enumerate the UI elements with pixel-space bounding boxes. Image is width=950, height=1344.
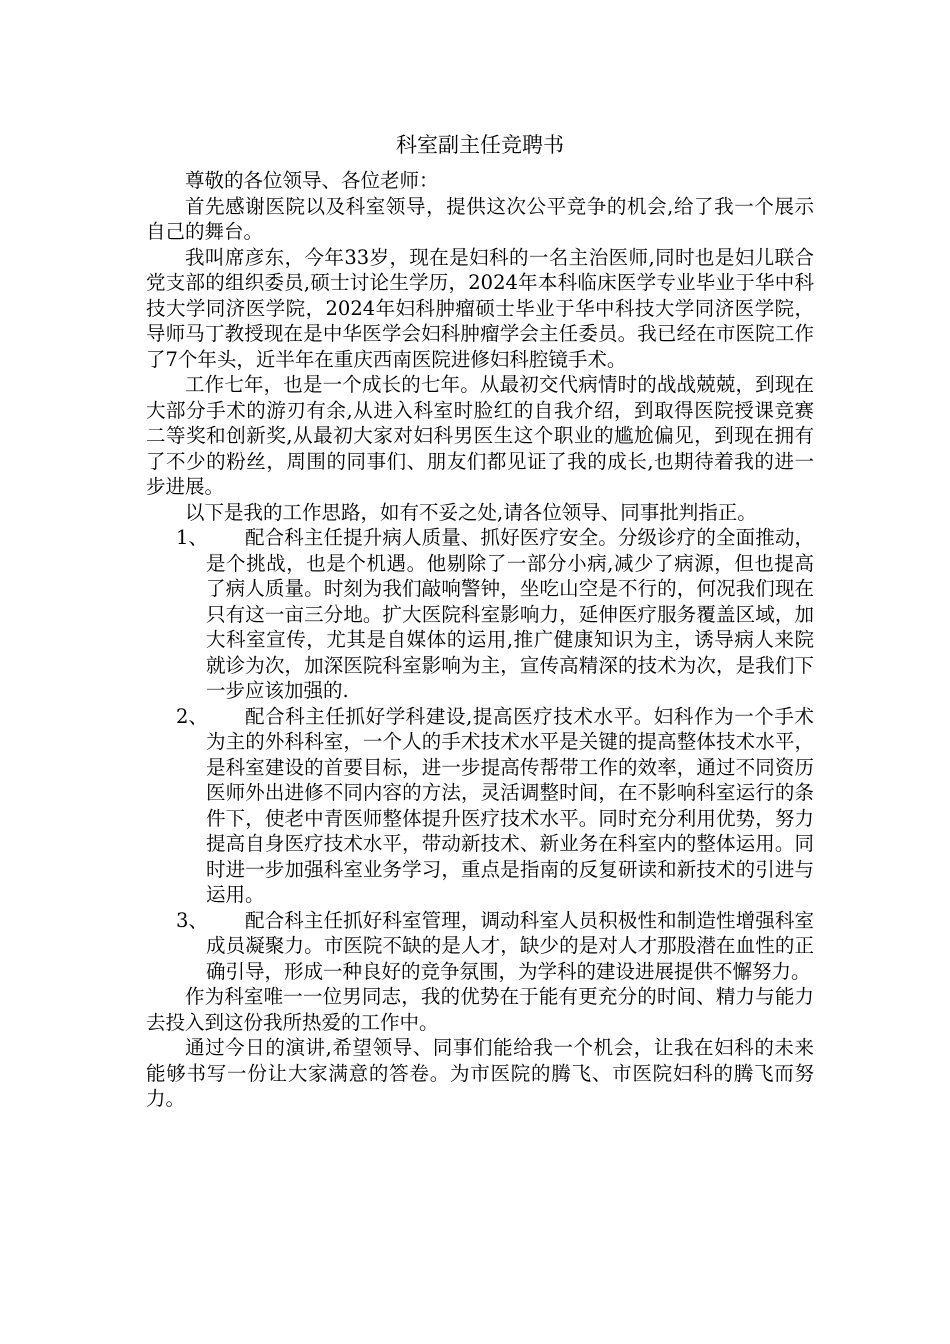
list-item xyxy=(146,908,814,985)
list-item-text: 配合科主任抓好学科建设,提高医疗技术水平。妇科作为一个手术为主的外科科室，一个人的手术技术水平是关键的提高整体技术水平，是科室建设的首要目标，进一步提高传帮带工作的效率，通过不同资历医师外出进修不同内容的方法，灵活调整时间，在不影响科室运行的条件下，使老中青医师整体提升医疗技术水平。同时充分利用优势，努力提高自身医疗技术水平，带动新技术、新业务在科室内的整体运用。同时进一步加强科室业务学习，重点是指南的反复研读和新技术的引进与运用。 xyxy=(206,704,814,906)
paragraph-introduction: 我叫席彦东，今年33岁，现在是妇科的一名主治医师,同时也是妇儿联合党支部的组织委员,硕士讨论生学历，2024年本科临床医学专业毕业于华中科技大学同济医学院，2024年妇科肿瘤硕士毕业于华中科技大学同济医学院，导师马丁教授现在是中华医学会妇科肿瘤学会主任委员。我已经在市医院工作了7个年头，近半年在重庆西南医院进修妇科腔镜手术。 xyxy=(146,245,814,371)
list-item-text: 配合科主任抓好科室管理，调动科室人员积极性和制造性增强科室成员凝聚力。市医院不缺的是人才，缺少的是对人才那股潜在血性的正确引导，形成一种良好的竞争氛围，为学科的建设进展提供不懈努力。 xyxy=(206,908,814,983)
list-item-text: 配合科主任提升病人质量、抓好医疗安全。分级诊疗的全面推动，是个挑战，也是个机遇。他剔除了一部分小病,减少了病源，但也提高了病人质量。时刻为我们敲响警钟，坐吃山空是不行的，何况我们现在只有这一亩三分地。扩大医院科室影响力，延伸医疗服务覆盖区域，加大科室宣传，尤其是自媒体的运用,推广健康知识为主，诱导病人来院就诊为次，加深医院科室影响为主，宣传高精深的技术为次，是我们下一步应该加强的. xyxy=(206,526,814,702)
document-body xyxy=(146,130,814,1112)
document-title: 科室副主任竞聘书 xyxy=(396,133,564,157)
list-item-number: 2、 xyxy=(176,704,208,728)
list-item xyxy=(146,704,814,908)
list-item xyxy=(146,525,814,704)
greeting: 尊敬的各位领导、各位老师： xyxy=(185,169,439,192)
paragraph-thanks: 首先感谢医院以及科室领导，提供这次公平竞争的机会,给了我一个展示自己的舞台。 xyxy=(146,194,814,243)
paragraph-work-ideas: 以下是我的工作思路，如有不妥之处,请各位领导、同事批判指正。 xyxy=(185,500,757,524)
paragraph-growth: 工作七年，也是一个成长的七年。从最初交代病情时的战战兢兢，到现在大部分手术的游刃有余,从进入科室时脸红的自我介绍，到取得医院授课竞赛二等奖和创新奖,从最初大家对妇科男医生这个职业的尴尬偏见，到现在拥有了不少的粉丝，周围的同事们、朋友们都见证了我的成长,也期待着我的进一步进展。 xyxy=(146,373,814,498)
list-item-number: 3、 xyxy=(176,908,208,932)
work-plan-list xyxy=(146,525,814,984)
paragraph-closing: 通过今日的演讲,希望领导、同事们能给我一个机会，让我在妇科的未来能够书写一份让大家满意的答卷。为市医院的腾飞、市医院妇科的腾飞而努力。 xyxy=(146,1036,814,1110)
paragraph-advantage: 作为科室唯一一位男同志，我的优势在于能有更充分的时间、精力与能力去投入到这份我所热爱的工作中。 xyxy=(146,985,814,1034)
list-item-number: 1、 xyxy=(176,526,208,549)
